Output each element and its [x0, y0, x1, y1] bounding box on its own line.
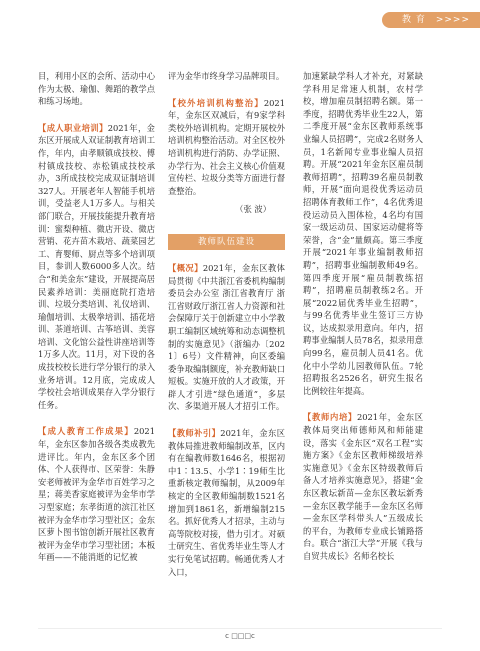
paragraph-text: 2021年，金东区教体局推进教师编制改革，区内有在编教师数1646名，根据初中1∶13.5、小学1∶19师生比重新核定教师编制，从2009年核定的全区教师编制数1521名增加到1861名，新增编制215名。抓好优秀人才招录，主动与高等院校对接，借力引才。对硕士研究生、省优秀毕业生等人才实行免笔试招聘。畅通优秀人才入口，	[168, 428, 285, 577]
chevron-arrows-icon: >>>>	[435, 15, 470, 25]
paragraph	[303, 411, 423, 562]
paragraph-heading: 【教师内培】	[303, 412, 357, 423]
paragraph-text: 2021年，金东区双减后，有9家学科类校外培训机构。定期开展校外培训机构整治活动。对全区校外培训机构进行消防、办学证照、办学行为、社会主义核心价值观宣传栏、垃圾分类等方面进行督查整治。	[168, 97, 285, 196]
paragraph-text: 2021年，金东区开展成人双证制教育培训工作，年内，由孝顺镇成技校、傅村镇成技校、赤松镇成技校承办，3所成技校完成双证制培训327人。开展老年人智能手机培训，受益老人1万多人。与相关部门联合，开展技能提升教育培训：蜜梨种植、微店开设、微店营销、花卉苗木栽培、蔬菜园艺工、育婴师、厨点等多个培训项目，参训人数6000多人次。结合“和美金东”建设，开展提高居民素养培训：美丽庭院打造培训、垃圾分类培训、礼仪培训、瑜伽培训、太极拳培训、插花培训、茶道培训、古筝培训、美容培训、文化馆公益性讲座培训等1万多人次。11月，对下设的各成技校校长进行学分银行的录入业务培训。12月底，完成成人学校社会培训成果存入学分银行任务。	[38, 122, 155, 410]
section-band-title: 教师队伍建设	[168, 234, 285, 250]
paragraph-heading: 【教师补引】	[168, 428, 221, 439]
paragraph: 目，利用小区的会所、活动中心作为太极、瑜伽、舞蹈的教学点和练习场地。	[38, 71, 155, 107]
paragraph	[168, 262, 285, 413]
footer-divider	[38, 628, 442, 629]
section-title: 教 育	[401, 15, 426, 25]
paragraph-heading: 【概况】	[168, 262, 203, 273]
footer-label: □□□c	[231, 632, 255, 640]
paragraph-heading: 【成人教育工作成果】	[38, 426, 134, 437]
paragraph: 评为金华市终身学习品牌项目。	[168, 71, 285, 81]
column-2	[168, 70, 285, 578]
column-1	[38, 70, 155, 564]
column-3	[303, 70, 423, 563]
paragraph	[168, 97, 285, 198]
author-credit: （张 波）	[235, 204, 271, 215]
paragraph-text: 2021年，金东区教体局突出师德师风和师能建设，落实《金东区“双名工程”实施方案》《金东区教师梯级培养实施意见》《金东区特级教师后备人才培养实施意见》，搭建“金东区教坛新苗—金东区教坛新秀—金东区教学能手—金东区名师—金东区学科带头人”五级成长的平台，为教师专业成长铺路搭台。联合“浙江大学”开展《我与自贸共成长》名师名校长	[303, 412, 423, 561]
paragraph-heading: 【校外培训机构整治】	[168, 97, 264, 108]
page-number: c	[225, 632, 229, 640]
paragraph	[168, 427, 285, 578]
paragraph	[38, 122, 155, 412]
paragraph	[38, 425, 155, 564]
section-header-tab	[382, 12, 480, 28]
paragraph-text: 2021年，金东区参加各级各类成教先进评比。年内，金东区多个团体、个人获得市、区荣誉：朱静安老师被评为金华市百姓学习之星；蒋美香家庭被评为金华市学习型家庭；东孝街道的滨江社区被评为金华市学习型社区；金东区萝卜图书馆创新开展社区教育被评为金华市学习型社团；本板年画——不能消逝的记忆被	[38, 426, 155, 563]
paragraph-heading: 【成人职业培训】	[38, 122, 108, 133]
paragraph: 加速紧缺学科人才补充，对紧缺学科用足常速人机制，农村学校，增加雇员制招聘名额。第一季度，招聘优秀毕业生22人，第二季度开展“金东区教师系统事业编人员招聘”，完成2名财务人员，1名新闻专业事业编人员招聘。开展“2021年金东区雇员制教师招聘”，招聘39名雇员制教师，开展“面向退役优秀运动员招聘体育教师工作”，4名优秀退役运动员入围体检，4名均有国家一级运动员、国家运动健将等荣誉，含“金”量颇高。第三季度开展“2021年事业编制教师招聘”，招聘事业编制教师49名。第四季度开展“雇员制教练招聘”，招聘雇员制教练2名。开展“2022届优秀毕业生招聘”，与99名优秀毕业生签订三方协议，达成拟录用意向。年内，招聘事业编制人员78名，拟录用意向99名，雇员制人员41名。优化中小学幼儿园教师队伍。7轮招聘报名2526名，研究生报名比例较往年提高。	[303, 71, 423, 396]
paragraph-text: 2021年，金东区教体局贯彻《中共浙江省委机构编制委员会办公室 浙江省教育厅 浙江省财政厅浙江省人力资源和社会保障厅关于创新建立中小学教职工编制区域统筹和动态调整机制的实施意见》（浙编办〔2021〕6号）文件精神，向区委编委争取编制额度，补充教师缺口短板。实施开放的人才政策，开辟人才引进“绿色通道”，多层次、多渠道开展人才招引工作。	[168, 262, 285, 412]
page-footer	[0, 632, 480, 640]
